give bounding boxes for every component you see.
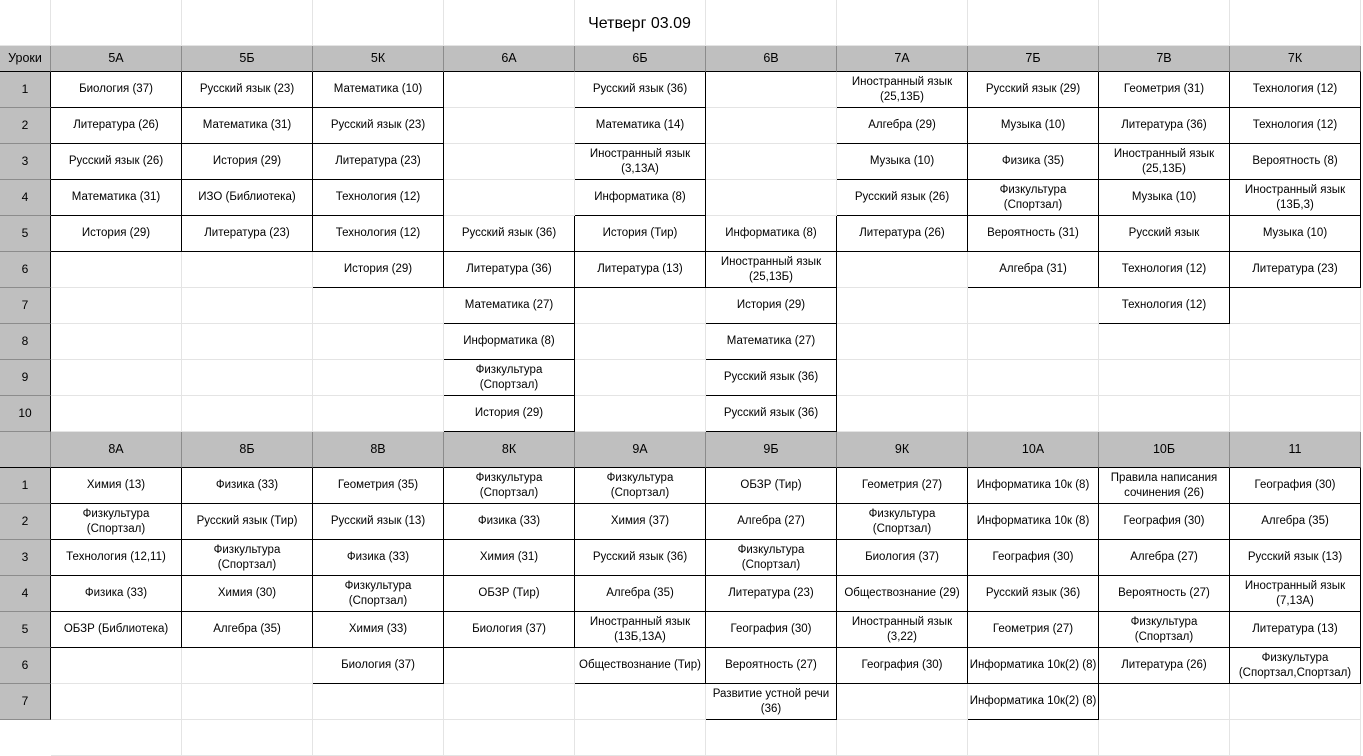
lesson-cell[interactable]: Физкультура (Спортзал): [837, 504, 968, 540]
lesson-cell[interactable]: Иностранный язык (25,13Б): [837, 72, 968, 108]
lesson-cell[interactable]: Информатика 10к (8): [968, 468, 1099, 504]
lesson-cell[interactable]: География (30): [837, 648, 968, 684]
lesson-cell[interactable]: География (30): [968, 540, 1099, 576]
class-header[interactable]: 7Б: [968, 46, 1099, 72]
lesson-cell[interactable]: Биология (37): [444, 612, 575, 648]
class-header[interactable]: 8А: [51, 432, 182, 468]
lesson-number: 1: [0, 72, 51, 108]
lesson-number: 5: [0, 216, 51, 252]
lesson-cell[interactable]: Музыка (10): [1099, 180, 1230, 216]
lesson-cell[interactable]: Русский язык (23): [313, 108, 444, 144]
lesson-cell[interactable]: Русский язык: [1099, 216, 1230, 252]
lesson-cell[interactable]: Литература (26): [837, 216, 968, 252]
grid-cell: [837, 360, 968, 396]
class-header[interactable]: 5А: [51, 46, 182, 72]
lesson-cell[interactable]: История (29): [51, 216, 182, 252]
class-header[interactable]: 6Б: [575, 46, 706, 72]
grid-cell: [968, 0, 1099, 46]
lesson-cell[interactable]: Физкультура (Спортзал): [1099, 612, 1230, 648]
lesson-number: 6: [0, 648, 51, 684]
empty-cell[interactable]: [182, 252, 313, 288]
lesson-number: 10: [0, 396, 51, 432]
lesson-cell[interactable]: Иностранный язык (13Б,13А): [575, 612, 706, 648]
class-header[interactable]: 10Б: [1099, 432, 1230, 468]
grid-cell: [968, 360, 1099, 396]
grid-cell: [313, 396, 444, 432]
class-header[interactable]: 9А: [575, 432, 706, 468]
lesson-cell[interactable]: Литература (36): [444, 252, 575, 288]
lesson-number: 1: [0, 468, 51, 504]
lesson-cell[interactable]: Технология (12): [1099, 288, 1230, 324]
lesson-cell[interactable]: Физкультура (Спортзал,Спортзал): [1230, 648, 1361, 684]
grid-cell: [1230, 324, 1361, 360]
lesson-cell[interactable]: Русский язык (29): [968, 72, 1099, 108]
lesson-cell[interactable]: Физкультура (Спортзал): [444, 468, 575, 504]
lesson-cell[interactable]: Литература (23): [182, 216, 313, 252]
lesson-cell[interactable]: Литература (26): [51, 108, 182, 144]
grid-cell: [575, 0, 706, 46]
block2-corner: [0, 432, 51, 468]
class-header[interactable]: 9Б: [706, 432, 837, 468]
grid-cell: [182, 0, 313, 46]
lesson-cell[interactable]: История (Тир): [575, 216, 706, 252]
lesson-cell[interactable]: Русский язык (13): [1230, 540, 1361, 576]
lesson-cell[interactable]: Химия (30): [182, 576, 313, 612]
lesson-number: 4: [0, 576, 51, 612]
lesson-cell[interactable]: История (29): [182, 144, 313, 180]
lesson-cell[interactable]: Русский язык (36): [575, 72, 706, 108]
grid-cell: [182, 720, 313, 756]
grid-cell: [575, 684, 706, 720]
grid-cell: [837, 288, 968, 324]
lesson-cell[interactable]: Математика (10): [313, 72, 444, 108]
lesson-cell[interactable]: Развитие устной речи (36): [706, 684, 837, 720]
lesson-cell[interactable]: Иностранный язык (3,22): [837, 612, 968, 648]
lesson-cell[interactable]: Вероятность (27): [1099, 576, 1230, 612]
class-header[interactable]: 10А: [968, 432, 1099, 468]
lesson-cell[interactable]: Физика (33): [51, 576, 182, 612]
grid-cell: [1099, 324, 1230, 360]
lesson-cell[interactable]: ИЗО (Библиотека): [182, 180, 313, 216]
empty-cell[interactable]: [51, 252, 182, 288]
empty-cell[interactable]: [444, 72, 575, 108]
lesson-cell[interactable]: Вероятность (8): [1230, 144, 1361, 180]
class-header[interactable]: 6А: [444, 46, 575, 72]
lesson-cell[interactable]: Литература (23): [706, 576, 837, 612]
lesson-cell[interactable]: Физика (33): [313, 540, 444, 576]
lesson-cell[interactable]: Литература (13): [575, 252, 706, 288]
lesson-number: 2: [0, 108, 51, 144]
lesson-cell[interactable]: Иностранный язык (7,13А): [1230, 576, 1361, 612]
lesson-cell[interactable]: Иностранный язык (13Б,3): [1230, 180, 1361, 216]
class-header[interactable]: 8В: [313, 432, 444, 468]
grid-cell: [1099, 0, 1230, 46]
lesson-cell[interactable]: Геометрия (35): [313, 468, 444, 504]
lesson-cell[interactable]: Русский язык (26): [51, 144, 182, 180]
lesson-cell[interactable]: Алгебра (27): [1099, 540, 1230, 576]
lesson-cell[interactable]: Музыка (10): [837, 144, 968, 180]
grid-cell: [51, 648, 182, 684]
lesson-number: 7: [0, 288, 51, 324]
empty-cell[interactable]: [706, 72, 837, 108]
lesson-cell[interactable]: Информатика (8): [706, 216, 837, 252]
grid-cell: [182, 324, 313, 360]
grid-cell: [313, 324, 444, 360]
grid-cell: [51, 684, 182, 720]
lesson-cell[interactable]: Математика (31): [182, 108, 313, 144]
lesson-cell[interactable]: Технология (12): [313, 216, 444, 252]
lesson-cell[interactable]: История (29): [313, 252, 444, 288]
class-header[interactable]: 9К: [837, 432, 968, 468]
lesson-cell[interactable]: Русский язык (Тир): [182, 504, 313, 540]
lesson-cell[interactable]: Русский язык (36): [706, 360, 837, 396]
grid-cell: [706, 720, 837, 756]
grid-cell: [837, 0, 968, 46]
grid-cell: [575, 360, 706, 396]
grid-cell: [182, 684, 313, 720]
lesson-cell[interactable]: Литература (23): [1230, 252, 1361, 288]
grid-cell: [182, 288, 313, 324]
grid-cell: [968, 324, 1099, 360]
grid-cell: [1230, 396, 1361, 432]
lesson-cell[interactable]: Алгебра (31): [968, 252, 1099, 288]
grid-cell: [1099, 720, 1230, 756]
lesson-number: 4: [0, 180, 51, 216]
grid-cell: [1230, 288, 1361, 324]
lesson-number: 3: [0, 540, 51, 576]
lesson-cell[interactable]: Технология (12): [1230, 108, 1361, 144]
lesson-cell[interactable]: Обществознание (29): [837, 576, 968, 612]
lesson-cell[interactable]: Физкультура (Спортзал): [968, 180, 1099, 216]
lesson-cell[interactable]: Математика (27): [706, 324, 837, 360]
grid-cell: [575, 324, 706, 360]
class-header[interactable]: 7В: [1099, 46, 1230, 72]
lesson-cell[interactable]: Алгебра (35): [182, 612, 313, 648]
empty-cell[interactable]: [706, 108, 837, 144]
lesson-number: 8: [0, 324, 51, 360]
lesson-cell[interactable]: Биология (37): [51, 72, 182, 108]
lesson-cell[interactable]: Обществознание (Тир): [575, 648, 706, 684]
class-header[interactable]: 7К: [1230, 46, 1361, 72]
class-header[interactable]: 8Б: [182, 432, 313, 468]
lesson-number: 5: [0, 612, 51, 648]
lesson-cell[interactable]: Химия (31): [444, 540, 575, 576]
grid-cell: [51, 396, 182, 432]
lesson-cell[interactable]: Физика (33): [444, 504, 575, 540]
grid-cell: [182, 648, 313, 684]
lesson-cell[interactable]: Геометрия (27): [837, 468, 968, 504]
lesson-cell[interactable]: Информатика (8): [575, 180, 706, 216]
grid-cell: [1230, 0, 1361, 46]
lesson-cell[interactable]: Физика (33): [182, 468, 313, 504]
grid-cell: [51, 0, 182, 46]
lesson-cell[interactable]: Русский язык (36): [575, 540, 706, 576]
lesson-cell[interactable]: Химия (13): [51, 468, 182, 504]
grid-cell: [51, 288, 182, 324]
class-header[interactable]: 5К: [313, 46, 444, 72]
lesson-cell[interactable]: Правила написания сочинения (26): [1099, 468, 1230, 504]
lesson-cell[interactable]: Физкультура (Спортзал): [444, 360, 575, 396]
lesson-cell[interactable]: Русский язык (36): [706, 396, 837, 432]
lesson-cell[interactable]: Информатика 10к (8): [968, 504, 1099, 540]
lesson-cell[interactable]: Русский язык (26): [837, 180, 968, 216]
lesson-cell[interactable]: Литература (36): [1099, 108, 1230, 144]
lesson-cell[interactable]: Иностранный язык (25,13Б): [706, 252, 837, 288]
grid-cell: [968, 288, 1099, 324]
lesson-cell[interactable]: География (30): [706, 612, 837, 648]
class-header[interactable]: 6В: [706, 46, 837, 72]
class-header[interactable]: 8К: [444, 432, 575, 468]
lesson-cell[interactable]: История (29): [444, 396, 575, 432]
lesson-cell[interactable]: Алгебра (29): [837, 108, 968, 144]
grid-cell: [1230, 684, 1361, 720]
lesson-cell[interactable]: Технология (12): [313, 180, 444, 216]
lesson-cell[interactable]: Литература (23): [313, 144, 444, 180]
grid-cell: [313, 720, 444, 756]
page-title[interactable]: Четверг 03.09: [588, 14, 691, 32]
lesson-cell[interactable]: Иностранный язык (3,13А): [575, 144, 706, 180]
grid-cell: [1099, 360, 1230, 396]
empty-cell[interactable]: [444, 180, 575, 216]
grid-cell: [575, 288, 706, 324]
lesson-cell[interactable]: Химия (37): [575, 504, 706, 540]
lesson-cell[interactable]: Музыка (10): [968, 108, 1099, 144]
lesson-number: 6: [0, 252, 51, 288]
grid-cell: [444, 684, 575, 720]
lesson-number: 7: [0, 684, 51, 720]
grid-cell: [1099, 396, 1230, 432]
grid-cell: [444, 648, 575, 684]
grid-cell: [575, 396, 706, 432]
lesson-cell[interactable]: Физкультура (Спортзал): [313, 576, 444, 612]
lesson-cell[interactable]: Информатика 10к(2) (8): [968, 684, 1099, 720]
lesson-cell[interactable]: Физкультура (Спортзал): [706, 540, 837, 576]
lesson-cell[interactable]: Технология (12): [1099, 252, 1230, 288]
class-header[interactable]: 7А: [837, 46, 968, 72]
grid-cell: [837, 396, 968, 432]
empty-cell[interactable]: [444, 144, 575, 180]
lesson-cell[interactable]: Математика (14): [575, 108, 706, 144]
lesson-cell[interactable]: Русский язык (13): [313, 504, 444, 540]
grid-cell: [313, 0, 444, 46]
lesson-cell[interactable]: Математика (31): [51, 180, 182, 216]
grid-cell: [51, 360, 182, 396]
grid-cell: [575, 720, 706, 756]
lesson-cell[interactable]: История (29): [706, 288, 837, 324]
lesson-cell[interactable]: Геометрия (27): [968, 612, 1099, 648]
grid-cell: [313, 288, 444, 324]
grid-cell: [444, 0, 575, 46]
lesson-cell[interactable]: Математика (27): [444, 288, 575, 324]
lesson-cell[interactable]: Литература (26): [1099, 648, 1230, 684]
empty-cell[interactable]: [706, 180, 837, 216]
lesson-cell[interactable]: Физкультура (Спортзал): [182, 540, 313, 576]
grid-cell: [706, 0, 837, 46]
grid-cell: [182, 360, 313, 396]
grid-cell: [1230, 720, 1361, 756]
grid-cell: [837, 324, 968, 360]
lesson-number: 3: [0, 144, 51, 180]
grid-cell: [837, 684, 968, 720]
lesson-cell[interactable]: Химия (33): [313, 612, 444, 648]
lesson-cell[interactable]: Биология (37): [837, 540, 968, 576]
empty-cell[interactable]: [444, 108, 575, 144]
lesson-cell[interactable]: Информатика 10к(2) (8): [968, 648, 1099, 684]
class-header[interactable]: 11: [1230, 432, 1361, 468]
lesson-number: 2: [0, 504, 51, 540]
grid-cell: [51, 720, 182, 756]
lesson-cell[interactable]: Русский язык (36): [444, 216, 575, 252]
grid-cell: [1099, 684, 1230, 720]
lesson-cell[interactable]: Информатика (8): [444, 324, 575, 360]
lesson-cell[interactable]: Алгебра (27): [706, 504, 837, 540]
grid-cell: [313, 684, 444, 720]
grid-cell: [182, 396, 313, 432]
lesson-cell[interactable]: География (30): [1099, 504, 1230, 540]
grid-cell: [1230, 360, 1361, 396]
lesson-cell[interactable]: Физика (35): [968, 144, 1099, 180]
empty-cell[interactable]: [706, 144, 837, 180]
lesson-cell[interactable]: Алгебра (35): [575, 576, 706, 612]
lesson-cell[interactable]: Биология (37): [313, 648, 444, 684]
grid-cell: [313, 360, 444, 396]
lesson-cell[interactable]: Физкультура (Спортзал): [575, 468, 706, 504]
lesson-cell[interactable]: Технология (12,11): [51, 540, 182, 576]
lesson-cell[interactable]: Русский язык (23): [182, 72, 313, 108]
lesson-cell[interactable]: Русский язык (36): [968, 576, 1099, 612]
lesson-cell[interactable]: ОБЗР (Тир): [706, 468, 837, 504]
grid-cell: [51, 324, 182, 360]
grid-cell: [444, 720, 575, 756]
lesson-cell[interactable]: ОБЗР (Библиотека): [51, 612, 182, 648]
grid-cell: [968, 720, 1099, 756]
lesson-cell[interactable]: Литература (13): [1230, 612, 1361, 648]
lesson-cell[interactable]: Вероятность (31): [968, 216, 1099, 252]
lesson-cell[interactable]: География (30): [1230, 468, 1361, 504]
grid-cell: [837, 252, 968, 288]
lesson-cell[interactable]: ОБЗР (Тир): [444, 576, 575, 612]
lesson-cell[interactable]: Геометрия (31): [1099, 72, 1230, 108]
lesson-cell[interactable]: Иностранный язык (25,13Б): [1099, 144, 1230, 180]
lesson-cell[interactable]: Алгебра (35): [1230, 504, 1361, 540]
lesson-number: 9: [0, 360, 51, 396]
grid-cell: [837, 720, 968, 756]
grid-cell: [0, 0, 51, 46]
lesson-cell[interactable]: Физкультура (Спортзал): [51, 504, 182, 540]
class-header[interactable]: 5Б: [182, 46, 313, 72]
lesson-cell[interactable]: Вероятность (27): [706, 648, 837, 684]
lesson-cell[interactable]: Технология (12): [1230, 72, 1361, 108]
grid-cell: [968, 396, 1099, 432]
lesson-cell[interactable]: Музыка (10): [1230, 216, 1361, 252]
lessons-header[interactable]: Уроки: [0, 46, 51, 72]
